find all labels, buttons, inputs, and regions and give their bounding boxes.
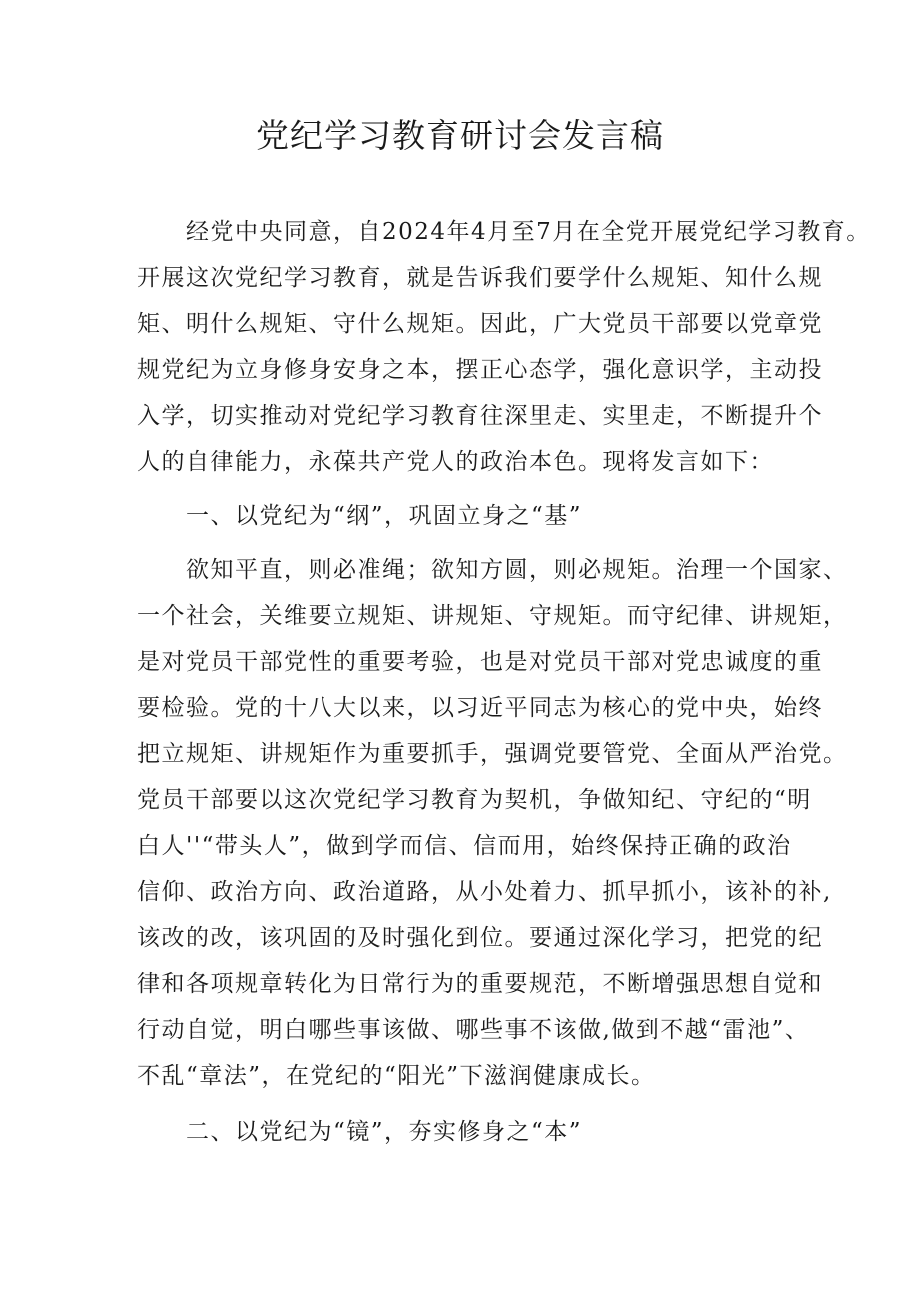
- paragraph-line: 该改的改，该巩固的及时强化到位。要通过深化学习，把党的纪: [137, 925, 823, 951]
- paragraph-line: 白人''“带头人”，做到学而信、信而用，始终保持正确的政治: [137, 833, 792, 859]
- paragraph-line: 党员干部要以这次党纪学习教育为契机，争做知纪、守纪的“明: [137, 787, 812, 813]
- paragraph-line: 律和各项规章转化为日常行为的重要规范，不断增强思想自觉和: [137, 971, 823, 997]
- paragraph-line: 不乱“章法”，在党纪的“阳光”下滋润健康成长。: [137, 1063, 656, 1089]
- paragraph-line: 是对党员干部党性的重要考验，也是对党员干部对党忠诚度的重: [137, 649, 823, 675]
- section-heading: 二、以党纪为“镜”，夯实修身之“本”: [186, 1119, 583, 1145]
- paragraph-line: 行动自觉，明白哪些事该做、哪些事不该做,做到不越“雷池”、: [137, 1017, 810, 1043]
- document-title: 党纪学习教育研讨会发言稿: [256, 116, 664, 155]
- paragraph-line: 一个社会，关维要立规矩、讲规矩、守规矩。而守纪律、讲规矩，: [137, 603, 848, 629]
- paragraph-line: 要检验。党的十八大以来，以习近平同志为核心的党中央，始终: [137, 695, 823, 721]
- paragraph-line: 入学，切实推动对党纪学习教育往深里走、实里走，不断提升个: [137, 403, 823, 429]
- paragraph-line: 矩、明什么规矩、守什么规矩。因此，广大党员干部要以党章党: [137, 311, 823, 337]
- paragraph-line: 信仰、政治方向、政治道路，从小处着力、抓早抓小，该补的补,: [137, 879, 832, 905]
- section-heading: 一、以党纪为“纲”，巩固立身之“基”: [186, 503, 583, 529]
- paragraph-line: 人的自律能力，永葆共产党人的政治本色。现将发言如下：: [137, 449, 774, 475]
- paragraph-line: 经党中央同意，自2024年4月至7月在全党开展党纪学习教育。: [186, 219, 871, 245]
- paragraph-line: 规党纪为立身修身安身之本，摆正心态学，强化意识学，主动投: [137, 357, 823, 383]
- paragraph-line: 开展这次党纪学习教育，就是告诉我们要学什么规矩、知什么规: [137, 265, 823, 291]
- paragraph-line: 把立规矩、讲规矩作为重要抓手，强调党要管党、全面从严治党。: [137, 741, 848, 767]
- paragraph-line: 欲知平直，则必准绳；欲知方圆，则必规矩。治理一个国家、: [186, 557, 848, 583]
